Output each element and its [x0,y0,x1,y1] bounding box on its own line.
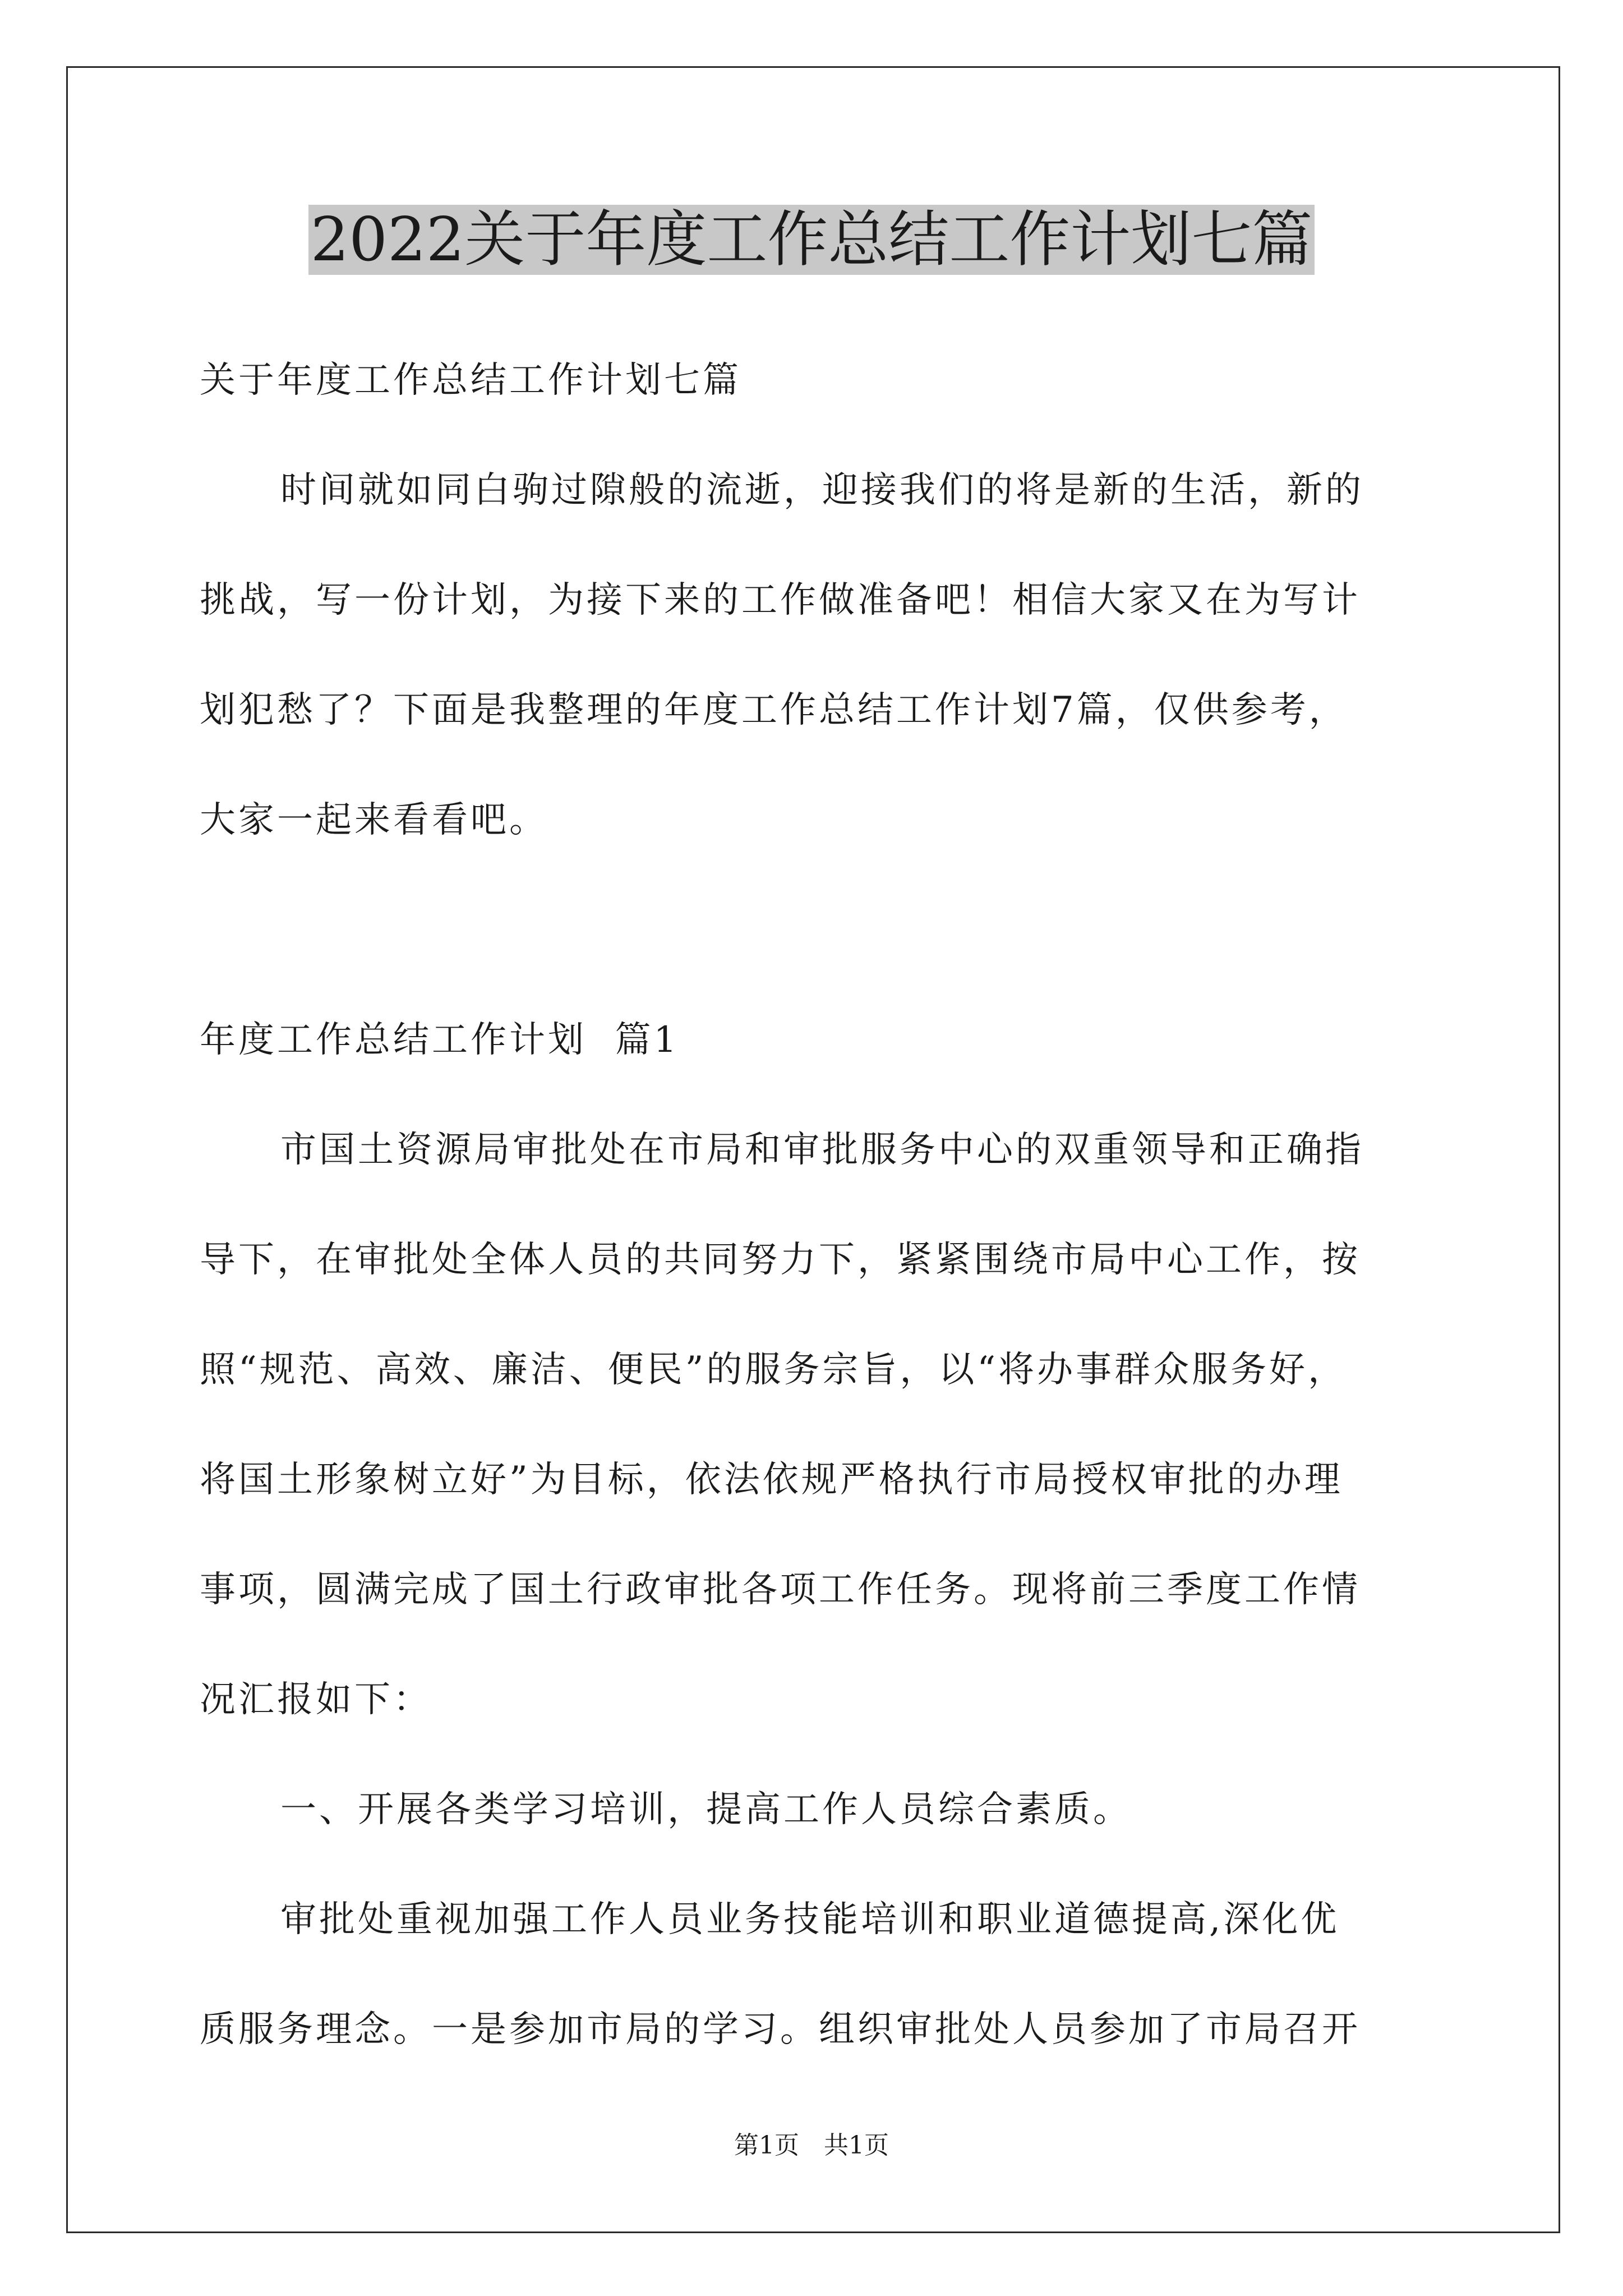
intro-line-3: 划犯愁了？下面是我整理的年度工作总结工作计划7篇，仅供参考， [200,689,1348,731]
page-number-footer: 第1页 共1页 [734,2131,889,2160]
detail-line-1: 审批处重视加强工作人员业务技能培训和职业道德提高,深化优 [280,1899,1340,1940]
point-one-heading: 一、开展各类学习培训，提高工作人员综合素质。 [280,1789,1132,1830]
body-line-6: 况汇报如下： [200,1679,432,1720]
detail-line-2: 质服务理念。一是参加市局的学习。组织审批处人员参加了市局召开 [200,2009,1361,2050]
document-title-text: 2022关于年度工作总结工作计划七篇 [308,205,1315,275]
body-line-3: 照“规范、高效、廉洁、便民”的服务宗旨，以“将办事群众服务好， [200,1349,1347,1391]
body-line-2: 导下，在审批处全体人员的共同努力下，紧紧围绕市局中心工作，按 [200,1239,1361,1281]
document-title [0,201,1623,279]
body-line-1: 市国土资源局审批处在市局和审批服务中心的双重领导和正确指 [280,1129,1364,1171]
document-subtitle: 关于年度工作总结工作计划七篇 [200,360,741,401]
intro-line-2: 挑战，写一份计划，为接下来的工作做准备吧！相信大家又在为写计 [200,579,1361,621]
intro-line-4: 大家一起来看看吧。 [200,799,548,841]
body-line-4: 将国土形象树立好”为目标，依法依规严格执行市局授权审批的办理 [200,1459,1343,1501]
body-line-5: 事项，圆满完成了国土行政审批各项工作任务。现将前三季度工作情 [200,1569,1361,1611]
intro-line-1: 时间就如同白驹过隙般的流逝，迎接我们的将是新的生活，新的 [280,470,1364,511]
section-heading: 年度工作总结工作计划 篇1 [200,1019,680,1061]
